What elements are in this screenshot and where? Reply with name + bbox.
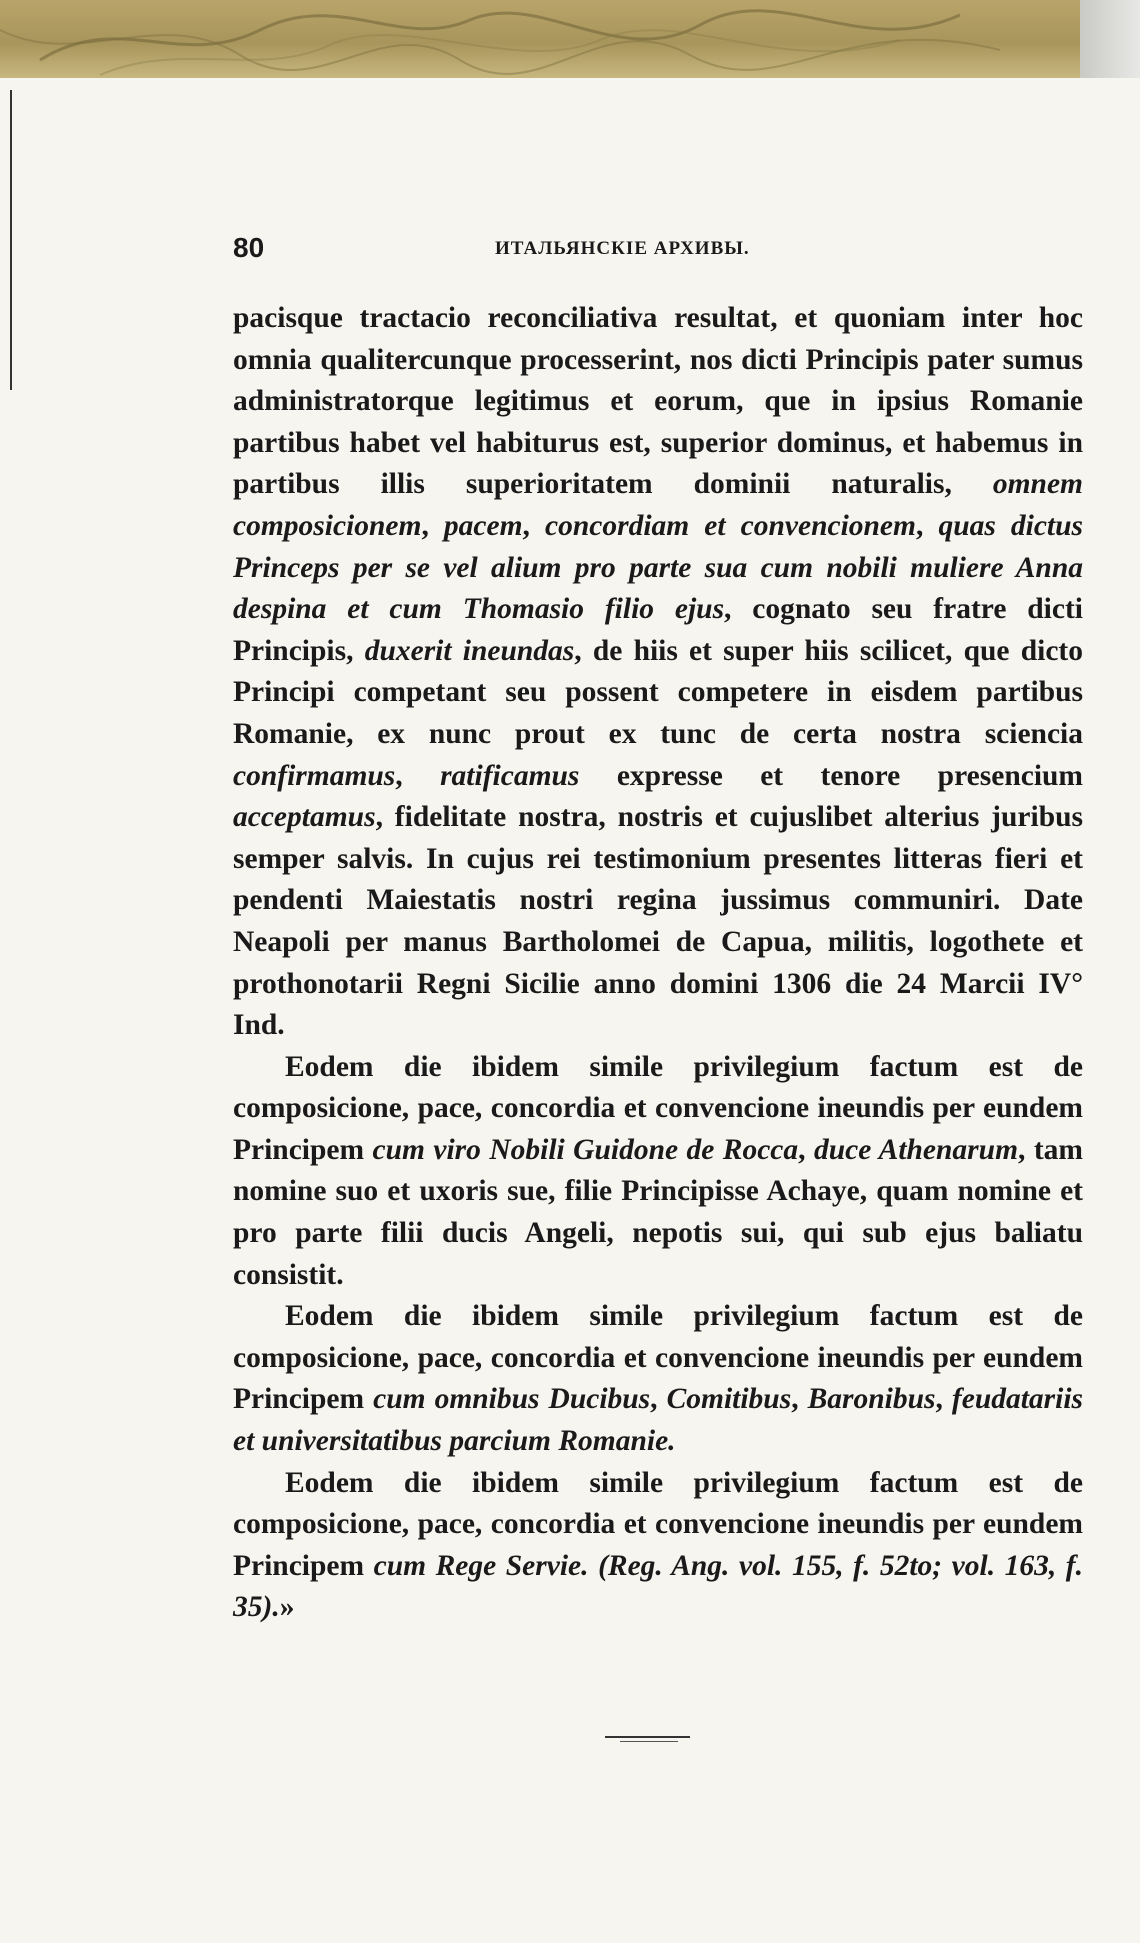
paragraph-1 (233, 298, 1083, 1047)
text-segment: , tam nomine suo et uxoris sue, filie Principisse Achaye, quam nomine et pro parte filii ducis Angeli, nepotis sui, qui sub ejus baliatu consistit. (233, 1133, 1083, 1291)
italic-segment: concordiam et convencionem (545, 509, 916, 542)
running-title: ИТАЛЬЯНСКІЕ АРХИВЫ. (495, 238, 750, 259)
text-segment (589, 1550, 599, 1582)
paragraph-2 (233, 1047, 1083, 1297)
italic-segment: Baronibus (807, 1383, 936, 1416)
text-segment: , de hiis et super hiis scilicet, que dicto Principi competant seu possent competere in eisdem partibus Romanie, ex nunc prout ex tunc de certa nostra sciencia (233, 634, 1083, 750)
italic-segment: quas dictus Princeps per se vel alium pro parte sua cum nobili muliere Anna despina et cum Thomasio filio ejus (233, 509, 1084, 626)
text-segment: , fidelitate nostra, nostris et cujuslibet alterius juribus semper salvis. In cujus rei testimonium presentes litteras fieri et pendenti Maiestatis nostri regina jussimus communiri. Date Neapoli per manus Bartholomei de Capua, militis, logothete et prothonotarii Regni Sicilie anno domini 1306 die 24 Marcii IV° Ind. (233, 801, 1083, 1042)
italic-segment: pacem (443, 509, 523, 542)
page-edge-shadow (1080, 0, 1140, 78)
scan-margin-line (10, 90, 12, 390)
text-segment: , (522, 509, 545, 542)
text-segment: Eodem die ibidem simile privilegium factum est de composicione, pace, concordia et convencione ineundis per eundem Principem (233, 1466, 1083, 1582)
paragraph-4 (233, 1463, 1083, 1629)
text-segment: , (915, 509, 939, 542)
italic-segment: cum Rege Servie. (373, 1549, 589, 1582)
italic-segment: acceptamus (233, 801, 376, 834)
italic-segment: duce Athenarum (813, 1133, 1019, 1166)
text-segment: Eodem die ibidem simile privilegium factum est de composicione, pace, concordia et convencione ineundis per eundem Principem (233, 1300, 1083, 1416)
end-rule-short (620, 1741, 678, 1742)
paragraph-3 (233, 1296, 1083, 1462)
text-segment: , (798, 1133, 814, 1166)
text-segment: , (791, 1383, 808, 1416)
italic-segment: cum viro Nobili Guidone de Rocca (372, 1133, 799, 1166)
page-number: 80 (233, 232, 265, 263)
italic-segment: (Reg. Ang. vol. 155, f. 52to; vol. 163, f. 35). (233, 1549, 1083, 1624)
italic-segment: cum omnibus Ducibus (373, 1383, 651, 1416)
page-header (233, 232, 1083, 272)
page-top-edge-decoration (0, 0, 1140, 78)
marbled-edge-pattern (0, 0, 1140, 78)
body-text (233, 298, 1083, 1629)
italic-segment: omnem composicionem (233, 468, 1083, 542)
text-segment: , (935, 1383, 952, 1416)
italic-segment: Comitibus (666, 1383, 792, 1416)
text-segment: , (395, 759, 441, 792)
italic-segment: duxerit ineundas (364, 634, 575, 667)
text-segment: , (650, 1383, 667, 1416)
text-segment: » (279, 1591, 295, 1624)
text-segment: pacisque tractacio reconciliativa resultat, et quoniam inter hoc omnia qualitercunque processerint, nos dicti Principis pater sumus administratorque legitimus et eorum, que in ipsius Romanie partibus habet vel habiturus est, superior dominus, et habemus in partibus illis superioritatem dominii naturalis, (233, 302, 1083, 501)
end-rule (605, 1736, 690, 1738)
italic-segment: ratificamus (440, 759, 580, 792)
italic-segment: feudatariis et universitatibus parcium Romanie. (233, 1383, 1084, 1458)
text-segment: expresse et tenore presencium (579, 759, 1083, 792)
text-segment: , (421, 509, 444, 542)
italic-segment: confirmamus (233, 759, 396, 792)
text-segment: Eodem die ibidem simile privilegium factum est de composicione, pace, concordia et convencione ineundis per eundem Principem (233, 1050, 1083, 1166)
text-segment: , cognato seu fratre dicti Principis, (233, 593, 1083, 667)
